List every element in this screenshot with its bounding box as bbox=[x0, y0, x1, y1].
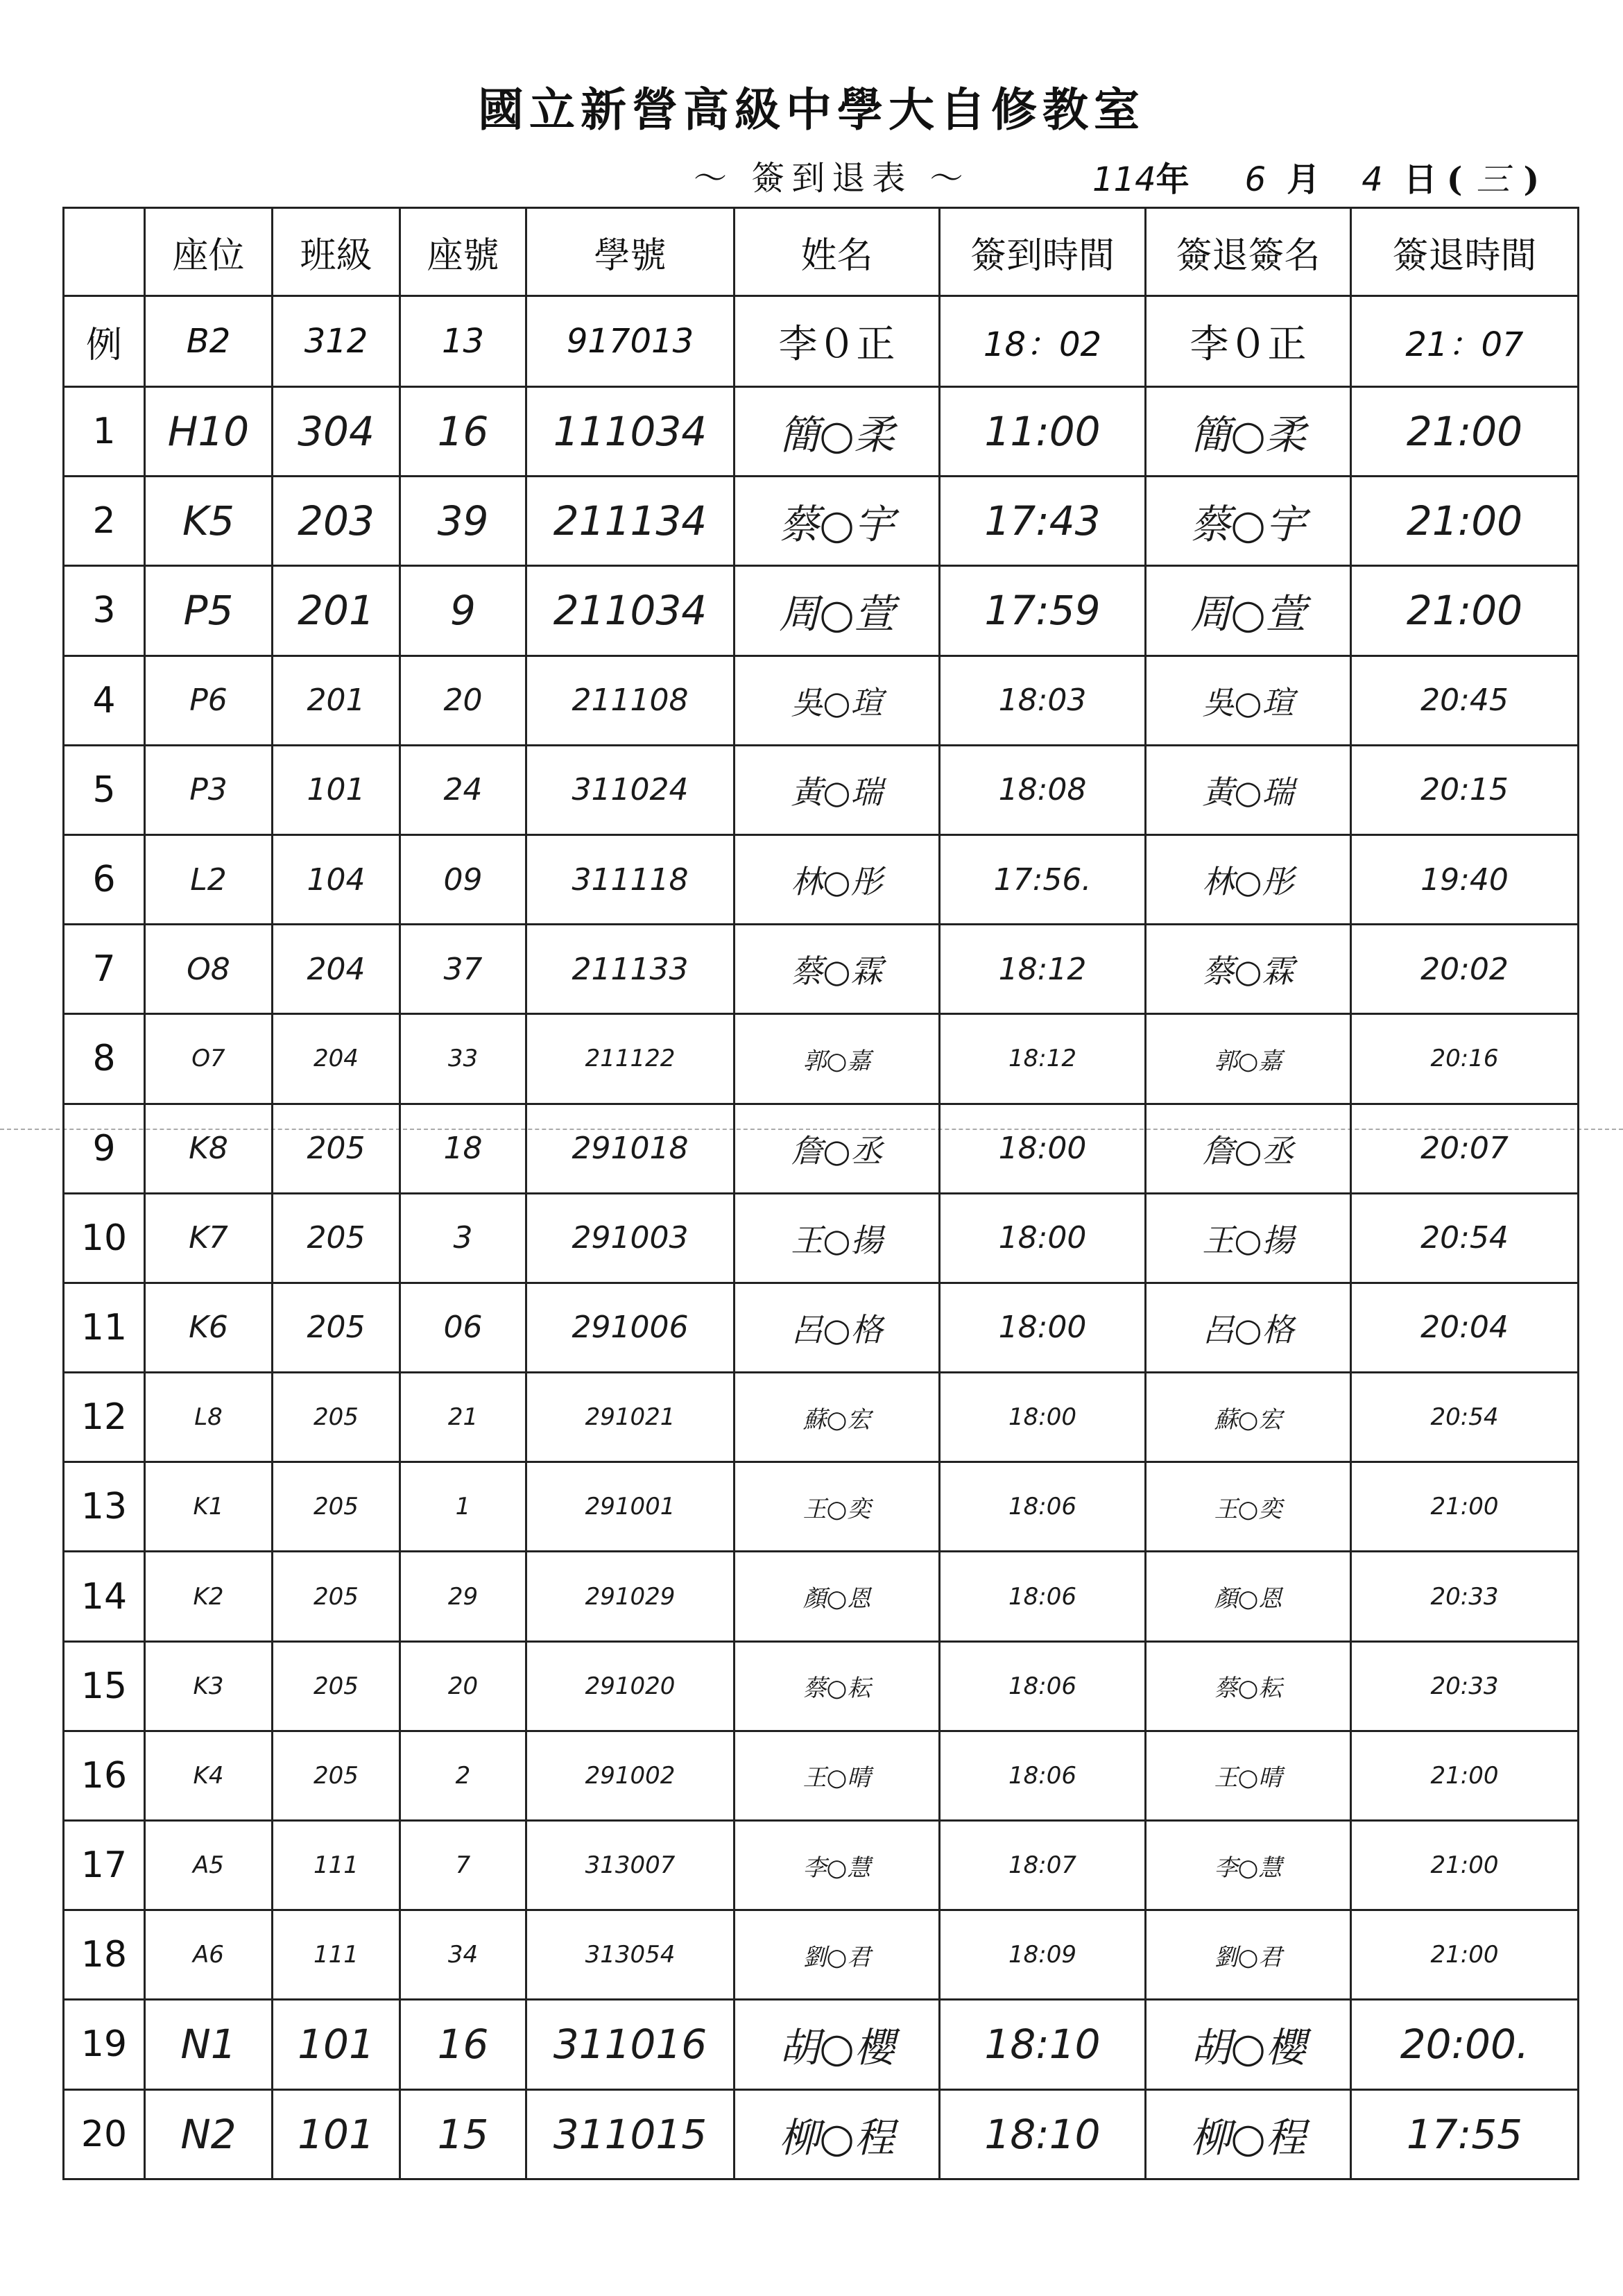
row-number: 19 bbox=[64, 2000, 145, 2089]
date-month: 6 bbox=[1244, 160, 1266, 199]
name-cell: 王○晴 bbox=[735, 1731, 940, 1820]
checkout-sign-cell: 吳○瑄 bbox=[1146, 656, 1351, 745]
row-number: 18 bbox=[64, 1910, 145, 2000]
student-id-cell: 291021 bbox=[526, 1373, 735, 1462]
student-id-cell: 311118 bbox=[526, 834, 735, 924]
checkout-sign-cell: 簡○柔 bbox=[1146, 387, 1351, 477]
class-cell: 205 bbox=[273, 1641, 400, 1731]
seat-no-cell: 16 bbox=[400, 387, 526, 477]
name-cell: 王○揚 bbox=[735, 1193, 940, 1283]
class-cell: 204 bbox=[273, 1014, 400, 1104]
row-number: 3 bbox=[64, 566, 145, 656]
signin-table bbox=[62, 207, 1579, 2180]
sheet-subtitle: ～ 簽到退表 ～ bbox=[694, 159, 970, 198]
seat-no-cell: 2 bbox=[400, 1731, 526, 1820]
checkout-sign-cell: 呂○格 bbox=[1146, 1283, 1351, 1372]
table-row bbox=[64, 1821, 1579, 1910]
table-row bbox=[64, 1283, 1579, 1372]
name-cell: 周○萱 bbox=[735, 566, 940, 656]
seat-no-cell: 9 bbox=[400, 566, 526, 656]
class-cell: 201 bbox=[273, 566, 400, 656]
seat-cell: L8 bbox=[145, 1373, 273, 1462]
row-number: 11 bbox=[64, 1283, 145, 1372]
col-header-index bbox=[64, 208, 145, 296]
seat-cell: A5 bbox=[145, 1821, 273, 1910]
student-id-cell: 291003 bbox=[526, 1193, 735, 1283]
checkout-sign-cell: 王○奕 bbox=[1146, 1462, 1351, 1552]
name-cell: 蘇○宏 bbox=[735, 1373, 940, 1462]
seat-cell: O7 bbox=[145, 1014, 273, 1104]
table-row bbox=[64, 925, 1579, 1014]
row-number: 14 bbox=[64, 1552, 145, 1641]
class-cell: 205 bbox=[273, 1283, 400, 1372]
date-paren-close: ) bbox=[1523, 160, 1540, 199]
checkout-time-cell: 21:00 bbox=[1351, 387, 1579, 477]
date-year: 114 bbox=[1092, 160, 1156, 199]
checkin-time-cell: 18:06 bbox=[940, 1552, 1146, 1641]
checkin-time-cell: 18:10 bbox=[940, 2000, 1146, 2089]
seat-no-cell: 09 bbox=[400, 834, 526, 924]
class-cell: 111 bbox=[273, 1821, 400, 1910]
student-id-cell: 291029 bbox=[526, 1552, 735, 1641]
checkin-time-cell: 18:12 bbox=[940, 925, 1146, 1014]
row-number: 2 bbox=[64, 477, 145, 566]
class-cell: 204 bbox=[273, 925, 400, 1014]
student-id-cell: 313007 bbox=[526, 1821, 735, 1910]
table-row bbox=[64, 2000, 1579, 2089]
example-checkin: 18：02 bbox=[940, 296, 1146, 387]
checkin-time-cell: 18:06 bbox=[940, 1731, 1146, 1820]
row-number: 15 bbox=[64, 1641, 145, 1731]
seat-no-cell: 06 bbox=[400, 1283, 526, 1372]
checkout-time-cell: 20:00. bbox=[1351, 2000, 1579, 2089]
student-id-cell: 211034 bbox=[526, 566, 735, 656]
student-id-cell: 311024 bbox=[526, 745, 735, 834]
row-number: 6 bbox=[64, 834, 145, 924]
row-number: 9 bbox=[64, 1104, 145, 1193]
checkin-time-cell: 18:00 bbox=[940, 1283, 1146, 1372]
table-row bbox=[64, 1552, 1579, 1641]
date-month-unit: 月 bbox=[1287, 160, 1321, 199]
seat-no-cell: 33 bbox=[400, 1014, 526, 1104]
example-seat: B2 bbox=[145, 296, 273, 387]
checkout-sign-cell: 顏○恩 bbox=[1146, 1552, 1351, 1641]
table-row bbox=[64, 1373, 1579, 1462]
col-header-name: 姓名 bbox=[735, 208, 940, 296]
checkout-time-cell: 20:16 bbox=[1351, 1014, 1579, 1104]
date-line bbox=[1092, 153, 1539, 200]
checkout-time-cell: 20:45 bbox=[1351, 656, 1579, 745]
name-cell: 詹○丞 bbox=[735, 1104, 940, 1193]
checkout-time-cell: 21:00 bbox=[1351, 1910, 1579, 2000]
example-seat-no: 13 bbox=[400, 296, 526, 387]
example-checkout-sign: 李０正 bbox=[1146, 296, 1351, 387]
class-cell: 205 bbox=[273, 1373, 400, 1462]
student-id-cell: 111034 bbox=[526, 387, 735, 477]
table-row bbox=[64, 1193, 1579, 1283]
seat-cell: O8 bbox=[145, 925, 273, 1014]
checkin-time-cell: 18:00 bbox=[940, 1373, 1146, 1462]
date-day-unit: 日 bbox=[1403, 160, 1437, 199]
seat-no-cell: 29 bbox=[400, 1552, 526, 1641]
example-class: 312 bbox=[273, 296, 400, 387]
name-cell: 蔡○宇 bbox=[735, 477, 940, 566]
checkout-time-cell: 20:54 bbox=[1351, 1193, 1579, 1283]
seat-cell: K2 bbox=[145, 1552, 273, 1641]
class-cell: 304 bbox=[273, 387, 400, 477]
name-cell: 蔡○霖 bbox=[735, 925, 940, 1014]
class-cell: 201 bbox=[273, 656, 400, 745]
name-cell: 王○奕 bbox=[735, 1462, 940, 1552]
seat-no-cell: 34 bbox=[400, 1910, 526, 2000]
checkout-sign-cell: 周○萱 bbox=[1146, 566, 1351, 656]
checkout-sign-cell: 郭○嘉 bbox=[1146, 1014, 1351, 1104]
checkout-time-cell: 20:04 bbox=[1351, 1283, 1579, 1372]
checkin-time-cell: 17:59 bbox=[940, 566, 1146, 656]
class-cell: 205 bbox=[273, 1193, 400, 1283]
date-year-unit: 年 bbox=[1156, 160, 1190, 199]
checkout-time-cell: 20:33 bbox=[1351, 1641, 1579, 1731]
checkout-time-cell: 21:00 bbox=[1351, 1821, 1579, 1910]
table-row bbox=[64, 745, 1579, 834]
col-header-seat: 座位 bbox=[145, 208, 273, 296]
name-cell: 蔡○耘 bbox=[735, 1641, 940, 1731]
checkout-sign-cell: 蔡○耘 bbox=[1146, 1641, 1351, 1731]
checkin-time-cell: 18:10 bbox=[940, 2089, 1146, 2179]
seat-cell: P3 bbox=[145, 745, 273, 834]
name-cell: 林○彤 bbox=[735, 834, 940, 924]
student-id-cell: 211133 bbox=[526, 925, 735, 1014]
seat-cell: K8 bbox=[145, 1104, 273, 1193]
checkout-time-cell: 17:55 bbox=[1351, 2089, 1579, 2179]
table-row bbox=[64, 1731, 1579, 1820]
checkout-sign-cell: 林○彤 bbox=[1146, 834, 1351, 924]
name-cell: 劉○君 bbox=[735, 1910, 940, 2000]
row-number: 12 bbox=[64, 1373, 145, 1462]
checkout-sign-cell: 蔡○宇 bbox=[1146, 477, 1351, 566]
row-number: 4 bbox=[64, 656, 145, 745]
checkin-time-cell: 18:06 bbox=[940, 1462, 1146, 1552]
date-paren-open: ( bbox=[1446, 160, 1463, 199]
table-row bbox=[64, 2089, 1579, 2179]
student-id-cell: 211134 bbox=[526, 477, 735, 566]
student-id-cell: 291018 bbox=[526, 1104, 735, 1193]
checkout-time-cell: 20:07 bbox=[1351, 1104, 1579, 1193]
checkout-sign-cell: 王○揚 bbox=[1146, 1193, 1351, 1283]
header-row bbox=[64, 208, 1579, 296]
seat-no-cell: 39 bbox=[400, 477, 526, 566]
seat-no-cell: 24 bbox=[400, 745, 526, 834]
date-weekday: 三 bbox=[1476, 160, 1510, 199]
checkout-time-cell: 21:00 bbox=[1351, 1462, 1579, 1552]
row-number: 1 bbox=[64, 387, 145, 477]
checkin-time-cell: 18:06 bbox=[940, 1641, 1146, 1731]
seat-no-cell: 37 bbox=[400, 925, 526, 1014]
class-cell: 111 bbox=[273, 1910, 400, 2000]
example-label: 例 bbox=[64, 296, 145, 387]
seat-no-cell: 21 bbox=[400, 1373, 526, 1462]
row-number: 16 bbox=[64, 1731, 145, 1820]
col-header-checkin: 簽到時間 bbox=[940, 208, 1146, 296]
seat-no-cell: 7 bbox=[400, 1821, 526, 1910]
student-id-cell: 211122 bbox=[526, 1014, 735, 1104]
seat-cell: N2 bbox=[145, 2089, 273, 2179]
checkin-time-cell: 18:00 bbox=[940, 1104, 1146, 1193]
example-row bbox=[64, 296, 1579, 387]
checkout-time-cell: 20:33 bbox=[1351, 1552, 1579, 1641]
table-row bbox=[64, 1641, 1579, 1731]
class-cell: 203 bbox=[273, 477, 400, 566]
checkin-time-cell: 18:07 bbox=[940, 1821, 1146, 1910]
col-header-class: 班級 bbox=[273, 208, 400, 296]
checkout-sign-cell: 劉○君 bbox=[1146, 1910, 1351, 2000]
table-row bbox=[64, 656, 1579, 745]
example-student-id: 917013 bbox=[526, 296, 735, 387]
checkin-time-cell: 18:12 bbox=[940, 1014, 1146, 1104]
seat-no-cell: 15 bbox=[400, 2089, 526, 2179]
seat-cell: P5 bbox=[145, 566, 273, 656]
seat-cell: K1 bbox=[145, 1462, 273, 1552]
checkin-time-cell: 18:08 bbox=[940, 745, 1146, 834]
student-id-cell: 291006 bbox=[526, 1283, 735, 1372]
checkin-time-cell: 18:09 bbox=[940, 1910, 1146, 2000]
row-number: 5 bbox=[64, 745, 145, 834]
col-header-checkout: 簽退時間 bbox=[1351, 208, 1579, 296]
row-number: 20 bbox=[64, 2089, 145, 2179]
example-name: 李０正 bbox=[735, 296, 940, 387]
seat-cell: K4 bbox=[145, 1731, 273, 1820]
class-cell: 104 bbox=[273, 834, 400, 924]
col-header-student-id: 學號 bbox=[526, 208, 735, 296]
checkin-time-cell: 18:03 bbox=[940, 656, 1146, 745]
class-cell: 101 bbox=[273, 745, 400, 834]
seat-cell: A6 bbox=[145, 1910, 273, 2000]
seat-cell: H10 bbox=[145, 387, 273, 477]
table-row bbox=[64, 834, 1579, 924]
student-id-cell: 291001 bbox=[526, 1462, 735, 1552]
table-row bbox=[64, 1910, 1579, 2000]
class-cell: 205 bbox=[273, 1731, 400, 1820]
checkout-sign-cell: 柳○程 bbox=[1146, 2089, 1351, 2179]
checkin-time-cell: 17:43 bbox=[940, 477, 1146, 566]
student-id-cell: 311015 bbox=[526, 2089, 735, 2179]
class-cell: 205 bbox=[273, 1552, 400, 1641]
checkout-time-cell: 20:54 bbox=[1351, 1373, 1579, 1462]
seat-no-cell: 20 bbox=[400, 656, 526, 745]
sheet-title: 國立新營高級中學大自修教室 bbox=[478, 83, 1145, 137]
student-id-cell: 291020 bbox=[526, 1641, 735, 1731]
seat-no-cell: 20 bbox=[400, 1641, 526, 1731]
name-cell: 顏○恩 bbox=[735, 1552, 940, 1641]
col-header-checkout-sign: 簽退簽名 bbox=[1146, 208, 1351, 296]
checkout-time-cell: 19:40 bbox=[1351, 834, 1579, 924]
name-cell: 黃○瑞 bbox=[735, 745, 940, 834]
name-cell: 吳○瑄 bbox=[735, 656, 940, 745]
class-cell: 205 bbox=[273, 1462, 400, 1552]
table-row bbox=[64, 1014, 1579, 1104]
seat-cell: K3 bbox=[145, 1641, 273, 1731]
checkout-time-cell: 20:02 bbox=[1351, 925, 1579, 1014]
name-cell: 李○慧 bbox=[735, 1821, 940, 1910]
checkout-sign-cell: 王○晴 bbox=[1146, 1731, 1351, 1820]
row-number: 13 bbox=[64, 1462, 145, 1552]
seat-no-cell: 1 bbox=[400, 1462, 526, 1552]
table-row bbox=[64, 566, 1579, 656]
seat-cell: L2 bbox=[145, 834, 273, 924]
table-row bbox=[64, 1104, 1579, 1193]
row-number: 10 bbox=[64, 1193, 145, 1283]
name-cell: 胡○櫻 bbox=[735, 2000, 940, 2089]
row-number: 17 bbox=[64, 1821, 145, 1910]
checkout-time-cell: 21:00 bbox=[1351, 1731, 1579, 1820]
class-cell: 101 bbox=[273, 2000, 400, 2089]
checkin-time-cell: 18:00 bbox=[940, 1193, 1146, 1283]
name-cell: 郭○嘉 bbox=[735, 1014, 940, 1104]
row-number: 7 bbox=[64, 925, 145, 1014]
col-header-seat-no: 座號 bbox=[400, 208, 526, 296]
seat-no-cell: 18 bbox=[400, 1104, 526, 1193]
checkin-time-cell: 17:56. bbox=[940, 834, 1146, 924]
seat-cell: K5 bbox=[145, 477, 273, 566]
table-row bbox=[64, 387, 1579, 477]
table-row bbox=[64, 1462, 1579, 1552]
checkout-sign-cell: 蘇○宏 bbox=[1146, 1373, 1351, 1462]
seat-cell: P6 bbox=[145, 656, 273, 745]
checkout-sign-cell: 蔡○霖 bbox=[1146, 925, 1351, 1014]
checkout-time-cell: 21:00 bbox=[1351, 566, 1579, 656]
class-cell: 101 bbox=[273, 2089, 400, 2179]
student-id-cell: 311016 bbox=[526, 2000, 735, 2089]
name-cell: 呂○格 bbox=[735, 1283, 940, 1372]
name-cell: 簡○柔 bbox=[735, 387, 940, 477]
student-id-cell: 211108 bbox=[526, 656, 735, 745]
class-cell: 205 bbox=[273, 1104, 400, 1193]
checkin-time-cell: 11:00 bbox=[940, 387, 1146, 477]
seat-cell: N1 bbox=[145, 2000, 273, 2089]
seat-no-cell: 16 bbox=[400, 2000, 526, 2089]
row-number: 8 bbox=[64, 1014, 145, 1104]
checkout-sign-cell: 詹○丞 bbox=[1146, 1104, 1351, 1193]
checkout-sign-cell: 胡○櫻 bbox=[1146, 2000, 1351, 2089]
checkout-time-cell: 20:15 bbox=[1351, 745, 1579, 834]
table-row bbox=[64, 477, 1579, 566]
example-checkout: 21：07 bbox=[1351, 296, 1579, 387]
seat-no-cell: 3 bbox=[400, 1193, 526, 1283]
name-cell: 柳○程 bbox=[735, 2089, 940, 2179]
checkout-sign-cell: 李○慧 bbox=[1146, 1821, 1351, 1910]
student-id-cell: 291002 bbox=[526, 1731, 735, 1820]
checkout-time-cell: 21:00 bbox=[1351, 477, 1579, 566]
checkout-sign-cell: 黃○瑞 bbox=[1146, 745, 1351, 834]
seat-cell: K6 bbox=[145, 1283, 273, 1372]
seat-cell: K7 bbox=[145, 1193, 273, 1283]
student-id-cell: 313054 bbox=[526, 1910, 735, 2000]
date-day: 4 bbox=[1362, 160, 1383, 199]
